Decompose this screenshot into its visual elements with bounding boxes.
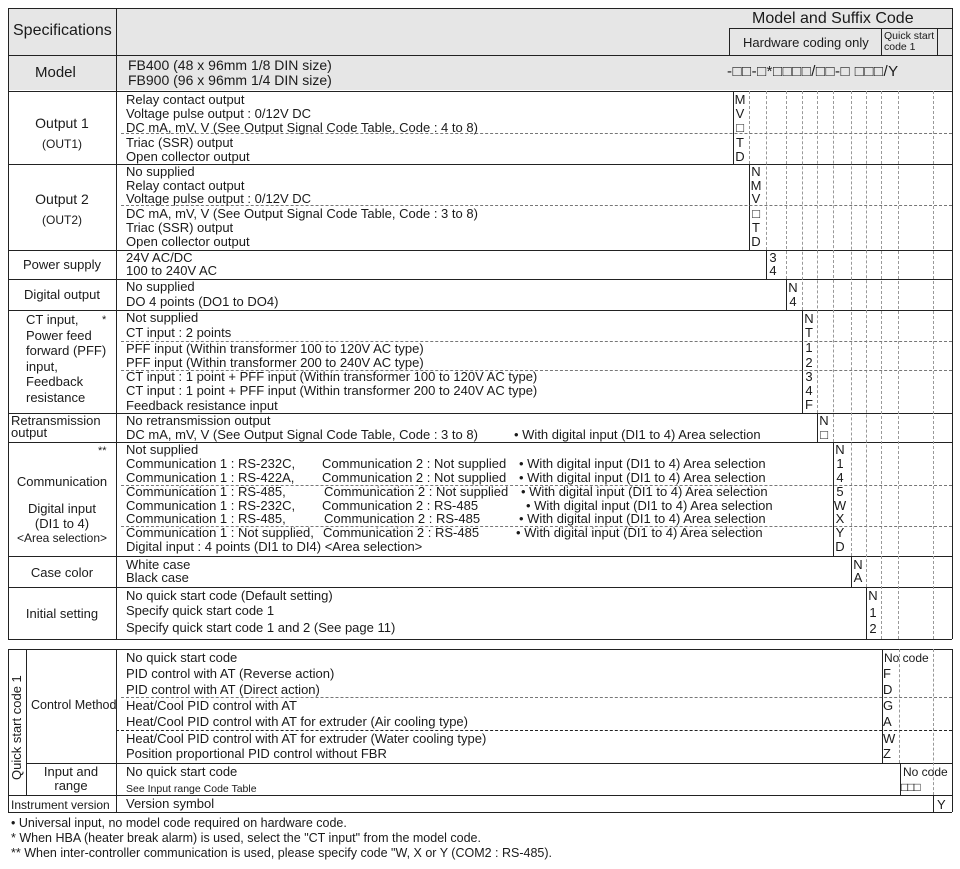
out2-code: □ <box>752 206 760 221</box>
ct-label-line: forward (PFF) <box>26 343 107 358</box>
ct-code: N <box>804 311 814 326</box>
retrans-code: □ <box>820 427 828 442</box>
comm-line: Communication 1 : RS-422A, <box>126 470 295 485</box>
out2-code: T <box>752 220 760 235</box>
guide-line <box>766 91 767 250</box>
dout-code: N <box>788 280 798 295</box>
out2-line: DC mA, mV, V (See Output Signal Code Table, Code : 3 to 8) <box>126 206 478 221</box>
comm-line-c2: Communication 2 : RS-485 <box>323 525 480 540</box>
guide-line <box>851 91 852 556</box>
qs-code-line <box>933 795 934 812</box>
ct-code: T <box>805 325 813 340</box>
ct-label-line: CT input, <box>26 312 79 327</box>
case-code: A <box>853 570 863 585</box>
initial-line: No quick start code (Default setting) <box>126 588 333 603</box>
guide-line <box>933 91 934 639</box>
model-line-2: FB900 (96 x 96mm 1/4 DIN size) <box>128 72 332 88</box>
case-line: White case <box>126 557 191 572</box>
model-code-pattern: -□□-□*□□□□/□□-□ □□□/Y <box>727 63 899 80</box>
guide-line <box>833 91 834 442</box>
comm-line-c3: • With digital input (DI1 to 4) Area selection <box>526 498 773 513</box>
hardware-coding-label: Hardware coding only <box>743 35 869 50</box>
ct-label-line: Power feed <box>26 327 92 343</box>
initial-code: 1 <box>869 605 877 620</box>
quick-start-side-label: Quick start code 1 <box>9 675 24 780</box>
power-line: 24V AC/DC <box>126 250 193 265</box>
input-line: No quick start code <box>126 764 238 779</box>
control-line: Heat/Cool PID control with AT <box>126 698 297 713</box>
comm-code: 1 <box>836 456 844 471</box>
comm-line-c2: Communication 2 : Not supplied <box>324 484 509 499</box>
comm-label: Communication <box>16 474 108 489</box>
control-code: A <box>883 714 892 729</box>
out2-label: Output 2 <box>35 191 89 207</box>
ct-line: CT input : 2 points <box>126 325 232 340</box>
out1-code: T <box>736 135 744 150</box>
ct-line: Not supplied <box>126 310 199 325</box>
comm-line-c3: • With digital input (DI1 to 4) Area selection <box>519 511 766 526</box>
input-code: □□□ <box>901 780 920 794</box>
comm-line-c3: • With digital input (DI1 to 4) Area selection <box>516 525 763 540</box>
model-label: Model <box>35 64 76 81</box>
version-code: Y <box>937 797 946 812</box>
out2-code: V <box>751 191 761 206</box>
out2-line: Triac (SSR) output <box>126 220 234 235</box>
control-line: PID control with AT (Direct action) <box>126 682 320 697</box>
power-code: 3 <box>769 250 777 265</box>
guide-line <box>817 91 818 413</box>
initial-code: 2 <box>869 621 877 636</box>
control-code: Z <box>883 746 891 761</box>
comm-line-c2: Communication 2 : Not supplied <box>322 470 507 485</box>
retrans-note: • With digital input (DI1 to 4) Area selection <box>514 427 761 442</box>
out1-label: Output 1 <box>35 115 89 131</box>
out2-line: Open collector output <box>126 234 250 249</box>
case-code: N <box>853 557 863 572</box>
guide-line <box>866 91 867 587</box>
ct-code: 3 <box>805 369 813 384</box>
comm-line: Communication 1 : Not supplied, <box>126 525 314 540</box>
border-bottom <box>8 639 952 640</box>
out1-code: D <box>735 149 745 164</box>
out2-code: M <box>750 178 762 193</box>
comm-code: W <box>833 498 847 513</box>
guide-line <box>786 91 787 279</box>
dout-line: No supplied <box>126 279 195 294</box>
qs-border-bottom <box>8 812 952 813</box>
input-range-label-line: range <box>54 778 88 793</box>
model-suffix-title: Model and Suffix Code <box>752 10 914 27</box>
ct-line: Feedback resistance input <box>126 398 278 413</box>
out1-code: V <box>735 106 745 121</box>
out2-sub: (OUT2) <box>42 213 82 227</box>
comm-code: D <box>835 539 845 554</box>
comm-line-c2: Communication 2 : RS-485 <box>322 498 479 513</box>
instrument-version-label: Instrument version <box>11 798 110 812</box>
control-line: PID control with AT (Reverse action) <box>126 666 335 681</box>
ct-label <box>26 312 106 405</box>
comm-line-c2: Communication 2 : Not supplied <box>322 456 507 471</box>
quick-start-label: Quick start code 1 <box>884 30 935 53</box>
input-range-label-line: Input and <box>43 764 99 779</box>
comm-line-c2: Communication 2 : RS-485 <box>324 511 481 526</box>
out1-code: □ <box>736 120 744 135</box>
comm-line: Communication 1 : RS-232C, <box>126 456 296 471</box>
input-no-code: No code <box>903 765 948 779</box>
dout-code: 4 <box>789 294 797 309</box>
ct-code: F <box>805 397 813 412</box>
comm-asterisk: ** <box>98 445 107 457</box>
comm-line: Communication 1 : RS-485, <box>126 511 286 526</box>
out2-code: N <box>751 164 761 179</box>
retrans-line: No retransmission output <box>126 413 271 428</box>
out2-line: Voltage pulse output : 0/12V DC <box>126 191 312 206</box>
retrans-line: DC mA, mV, V (See Output Signal Code Table, Code : 3 to 8) <box>126 427 478 442</box>
out1-line: Relay contact output <box>126 92 245 107</box>
border-right <box>952 8 953 639</box>
ct-code: 4 <box>805 383 813 398</box>
guide-line <box>749 91 750 164</box>
column-divider <box>116 8 117 639</box>
dout-label: Digital output <box>24 287 100 302</box>
comm-code: 4 <box>836 470 844 485</box>
initial-label: Initial setting <box>25 606 99 621</box>
control-line: Heat/Cool PID control with AT for extruder (Water cooling type) <box>126 731 487 746</box>
ct-code: 1 <box>805 340 813 355</box>
version-line: Version symbol <box>126 796 215 811</box>
comm-code: N <box>835 442 845 457</box>
out1-sub: (OUT1) <box>42 137 82 151</box>
ct-label-line: resistance <box>26 389 86 405</box>
retrans-label-line: output <box>11 425 48 440</box>
control-no-code: No code <box>884 651 929 665</box>
case-label: Case color <box>30 565 94 580</box>
ct-line: CT input : 1 point + PFF input (Within transformer 200 to 240V AC type) <box>126 383 538 398</box>
header-sub-divider-2 <box>881 28 882 55</box>
retrans-code: N <box>819 413 829 428</box>
control-line: No quick start code <box>126 650 238 665</box>
comm-line: Not supplied <box>126 442 199 457</box>
retrans-label <box>11 415 101 439</box>
footnote: • Universal input, no model code required on hardware code. <box>11 816 347 830</box>
control-line: Heat/Cool PID control with AT for extruder (Air cooling type) <box>126 714 468 729</box>
ct-line: PFF input (Within transformer 100 to 120V AC type) <box>126 341 424 356</box>
control-code: D <box>883 682 893 697</box>
control-code: W <box>883 731 896 746</box>
retrans-label-line: Retransmission <box>11 413 101 428</box>
di-label-line: Digital input <box>28 501 96 516</box>
power-code: 4 <box>769 263 777 278</box>
initial-line: Specify quick start code 1 <box>126 603 275 618</box>
comm-line-c3: • With digital input (DI1 to 4) Area selection <box>519 456 766 471</box>
out1-line: Open collector output <box>126 149 250 164</box>
guide-line <box>881 91 882 639</box>
comm-line-c3: • With digital input (DI1 to 4) Area selection <box>521 484 768 499</box>
out1-code: M <box>734 92 746 107</box>
ct-line: PFF input (Within transformer 200 to 240V AC type) <box>126 355 424 370</box>
out1-line: DC mA, mV, V (See Output Signal Code Table, Code : 4 to 8) <box>126 120 478 135</box>
comm-line: Communication 1 : RS-485, <box>126 484 286 499</box>
initial-line: Specify quick start code 1 and 2 (See page 11) <box>126 620 396 635</box>
ct-label-line: input, <box>26 358 58 374</box>
out2-code: D <box>751 234 761 249</box>
input-range-label <box>26 765 116 793</box>
header-sub-line <box>729 28 952 29</box>
row-line <box>8 55 952 56</box>
ct-label-line: Feedback <box>26 374 84 389</box>
input-line: See Input range Code Table <box>126 783 257 795</box>
out1-line: Voltage pulse output : 0/12V DC <box>126 106 312 121</box>
power-line: 100 to 240V AC <box>126 263 218 278</box>
case-line: Black case <box>126 570 189 585</box>
initial-code: N <box>868 588 878 603</box>
dout-line: DO 4 points (DO1 to DO4) <box>126 294 279 309</box>
di-label-line: (DI1 to 4) <box>34 516 90 531</box>
control-code: F <box>883 666 891 681</box>
out2-line: No supplied <box>126 164 195 179</box>
ct-asterisk: * <box>102 314 107 326</box>
comm-line-c3: • With digital input (DI1 to 4) Area selection <box>519 470 766 485</box>
footnote: * When HBA (heater break alarm) is used, select the "CT input" from the model code. <box>11 831 481 845</box>
footnote: ** When inter-controller communication is used, please specify code "W, X or Y (COM2 : RS-485). <box>11 846 553 860</box>
out1-line: Triac (SSR) output <box>126 135 234 150</box>
comm-line: Digital input : 4 points (DI1 to DI4) <Area selection> <box>126 539 423 554</box>
model-line-1: FB400 (48 x 96mm 1/8 DIN size) <box>128 57 332 73</box>
header-sub-divider <box>729 28 730 55</box>
comm-line: Communication 1 : RS-232C, <box>126 498 296 513</box>
guide-line <box>802 91 803 310</box>
comm-code: 5 <box>836 484 844 499</box>
border-top <box>8 8 952 9</box>
out2-line: Relay contact output <box>126 178 245 193</box>
header-sub-divider-3 <box>937 28 938 55</box>
ct-line: CT input : 1 point + PFF input (Within transformer 100 to 120V AC type) <box>126 369 538 384</box>
qs-guide <box>899 649 900 763</box>
qs-border-right <box>952 649 953 812</box>
ct-code: 2 <box>805 355 813 370</box>
guide-line <box>898 91 899 639</box>
comm-code: X <box>835 511 845 526</box>
di-label-line: <Area selection> <box>16 531 108 545</box>
control-line: Position proportional PID control without FBR <box>126 746 387 761</box>
specifications-heading: Specifications <box>13 22 112 39</box>
control-code: G <box>883 698 894 713</box>
power-label: Power supply <box>22 257 102 272</box>
control-method-label: Control Method <box>31 698 117 712</box>
comm-code: Y <box>835 525 845 540</box>
